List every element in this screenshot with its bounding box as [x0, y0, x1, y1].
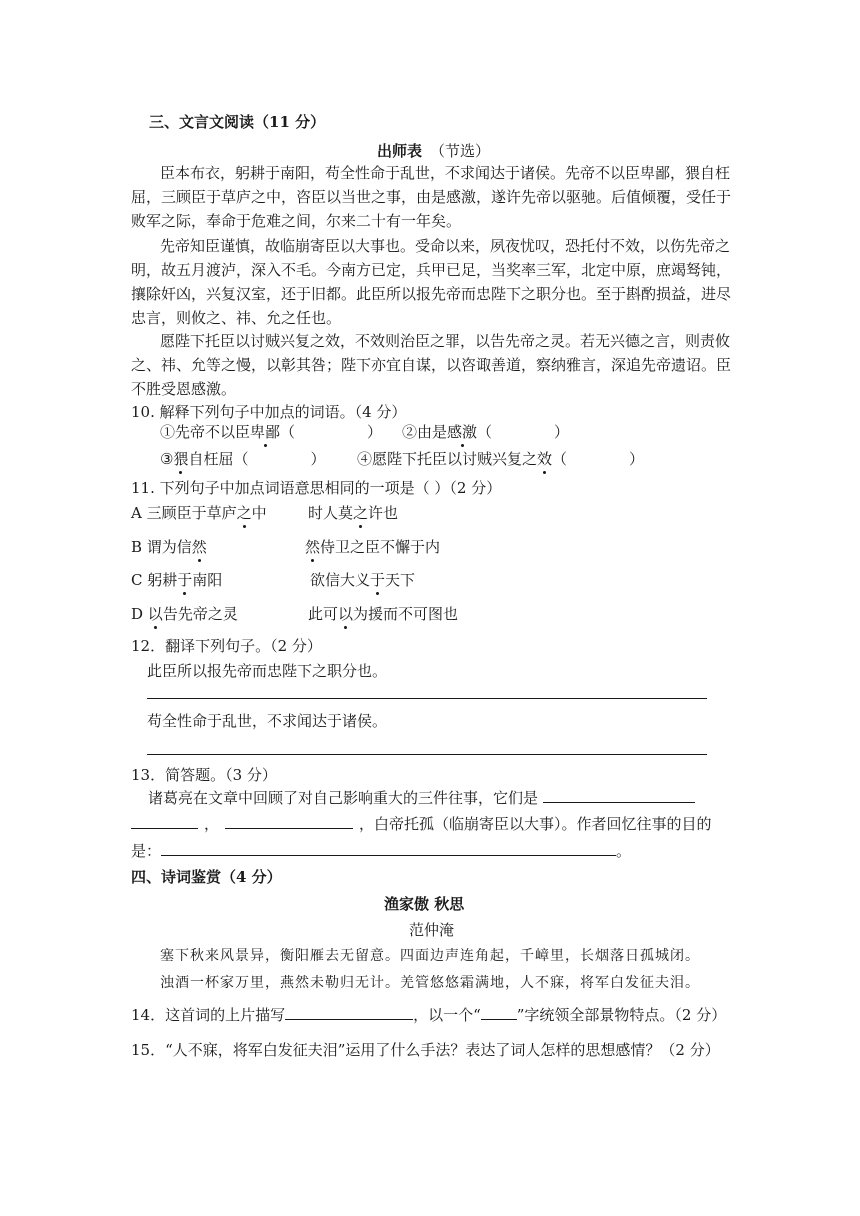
passage-line: 愿陛下托臣以讨贼兴复之效，不效则治臣之罪，以告先帝之灵。若无兴德之言，则责攸: [160, 332, 731, 350]
passage-line: 攘除奸凶，兴复汉室，还于旧都。此臣所以报先帝而忠陛下之职分也。至于斟酌损益，进尽: [131, 285, 732, 303]
q11-option-a-left: A 三顾臣于草庐之中: [131, 504, 267, 522]
passage-line: 屈，三顾臣于草庐之中，咨臣以当世之事，由是感激，遂许先帝以驱驰。后值倾覆，受任于: [131, 188, 732, 206]
q10-item-1: ①先帝不以臣卑鄙（ ）: [160, 423, 383, 441]
answer-line[interactable]: [147, 698, 707, 699]
question-10-stem: 10. 解释下列句子中加点的词语。（4 分）: [131, 403, 407, 421]
passage-line: 先帝知臣谨慎，故临崩寄臣以大事也。受命以来，夙夜忧叹，恐托付不效，以伤先帝之: [160, 237, 731, 255]
section4-heading: 四、诗词鉴赏（4 分）: [131, 868, 282, 886]
answer-blank[interactable]: [481, 1004, 517, 1020]
question-13-stem: 13．简答题。（3 分）: [131, 766, 277, 784]
question-14: 14．这首词的上片描写 ，以一个“ ”字统领全部景物特点。（2 分）: [131, 1006, 727, 1024]
q10-item-4: ④愿陛下托臣以讨贼兴复之效（ ）: [357, 450, 645, 468]
poem-author: 范仲淹: [409, 921, 455, 939]
passage-note: （节选）: [430, 142, 491, 160]
passage-line: 明，故五月渡泸，深入不毛。今南方已定，兵甲已足，当奖率三军，北定中原，庶竭驽钝，: [131, 261, 732, 279]
q12-sentence-1: 此臣所以报先帝而忠陛下之职分也。: [147, 662, 388, 680]
q12-sentence-2: 苟全性命于乱世，不求闻达于诸侯。: [147, 712, 388, 730]
passage-title: 出师表: [377, 142, 423, 160]
answer-blank[interactable]: [131, 813, 198, 829]
question-12-stem: 12．翻译下列句子。（2 分）: [131, 637, 322, 655]
q11-option-b-right: 然侍卫之臣不懈于内: [305, 538, 441, 556]
q11-option-c-left: C 躬耕于南阳: [131, 571, 223, 589]
q11-option-c-right: 欲信大义于天下: [310, 571, 416, 589]
q11-option-d-left: D 以告先帝之灵: [131, 605, 238, 623]
answer-blank[interactable]: [225, 813, 353, 829]
answer-blank[interactable]: [161, 840, 616, 856]
passage-line: 忠言，则攸之、祎、允之任也。: [131, 309, 342, 327]
section3-heading: 三、文言文阅读（11 分）: [149, 113, 326, 131]
poem-line-1: 塞下秋来风景异，衡阳雁去无留意。四面边声连角起，千嶂里，长烟落日孤城闭。: [160, 948, 700, 964]
q11-option-b-left: B 谓为信然: [131, 538, 207, 556]
passage-line: 之、祎、允等之慢，以彰其咎；陛下亦宜自谋，以咨诹善道，察纳雅言，深追先帝遗诏。臣: [131, 356, 732, 374]
answer-blank[interactable]: [543, 787, 695, 803]
q13-line-3: 是： 。: [131, 842, 632, 860]
question-11-stem: 11. 下列句子中加点词语意思相同的一项是（ ）（2 分）: [131, 479, 502, 497]
passage-line: 不胜受恩感激。: [131, 380, 237, 398]
q10-item-2: ②由是感激（ ）: [402, 423, 570, 441]
q10-item-3: ③猥自枉屈（ ）: [160, 450, 326, 468]
q11-option-a-right: 时人莫之许也: [308, 504, 399, 522]
q13-line-1: 诸葛亮在文章中回顾了对自己影响重大的三件往事，它们是: [148, 787, 695, 808]
question-15: 15．“人不寐，将军白发征夫泪”运用了什么手法？表达了词人怎样的思想感情？（2 分）: [131, 1041, 720, 1059]
passage-line: 臣本布衣，躬耕于南阳，苟全性命于乱世，不求闻达于诸侯。先帝不以臣卑鄙，猥自枉: [160, 164, 731, 182]
q13-line-2: ， ，白帝托孤（临崩寄臣以大事）。作者回忆往事的目的: [131, 813, 712, 834]
q11-option-d-right: 此可以为援而不可图也: [308, 605, 459, 623]
poem-line-2: 浊酒一杯家万里，燕然未勒归无计。羌管悠悠霜满地，人不寐，将军白发征夫泪。: [160, 975, 700, 991]
answer-line[interactable]: [147, 754, 707, 755]
answer-blank[interactable]: [285, 1004, 413, 1020]
passage-line: 败军之际，奉命于危难之间，尔来二十有一年矣。: [131, 212, 462, 230]
poem-title: 渔家傲 秋思: [384, 895, 465, 913]
